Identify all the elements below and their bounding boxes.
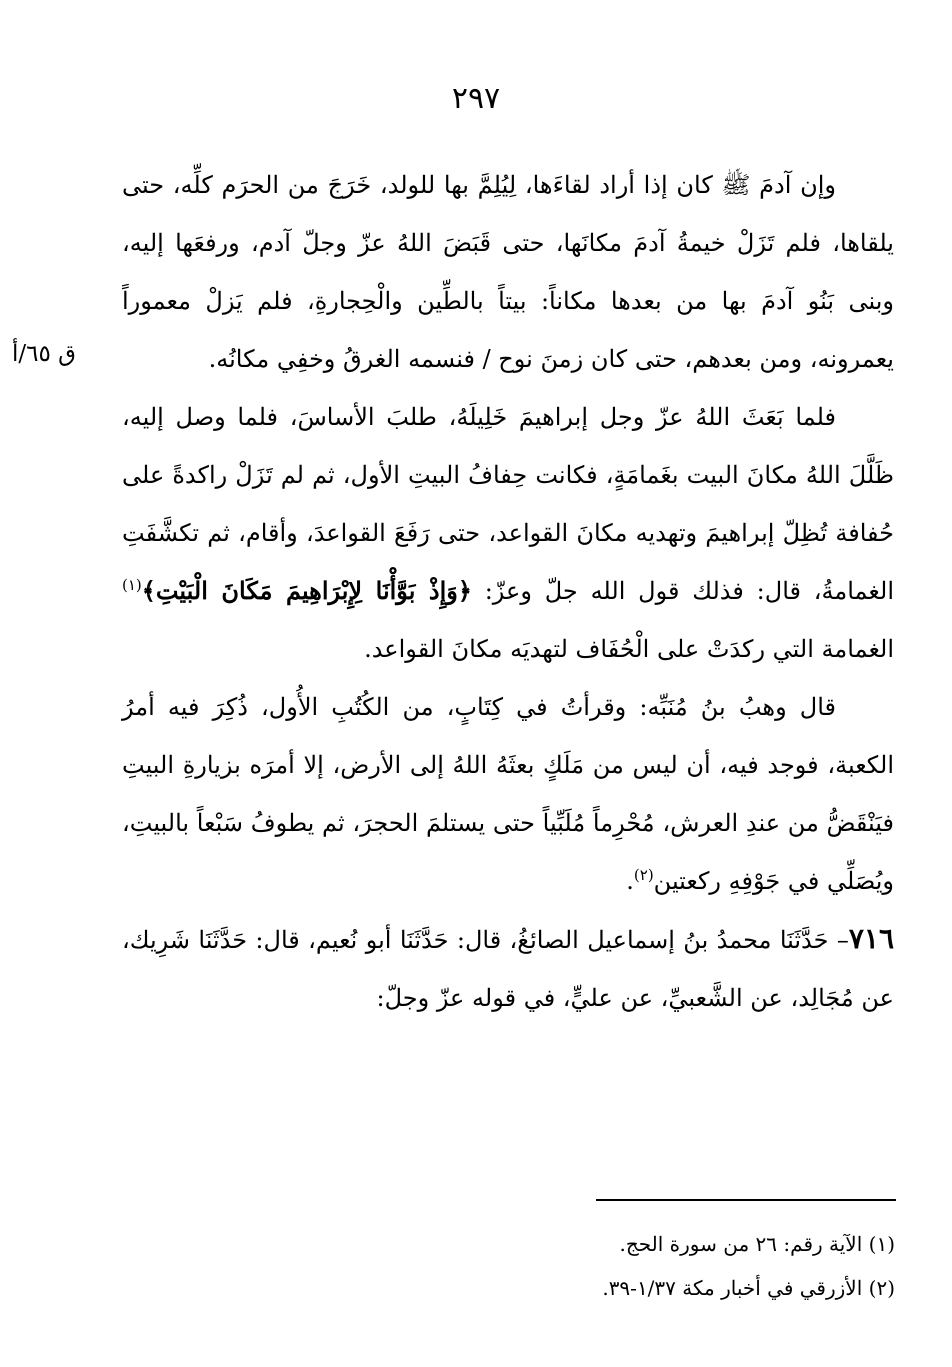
paragraph-text-before-verse: فلما بَعَثَ اللهُ عزّ وجل إبراهيمَ خَلِيلَهُ، طلبَ الأساسَ، فلما وصل إليه، ظَلَّلَ اللهُ مكانَ البيت بغَمامَةٍ، فكانت حِفافُ البيتِ الأول، ثم لم تَزَلْ راكدةً على حُفافة تُظِلّ إبراهيمَ وتهديه مكانَ القواعد، حتى رَفَعَ القواعدَ، وأقام، ثم تكشَّفَتِ الغمامةُ، قال: فذلك قول الله جلّ وعزّ:	[122, 403, 894, 605]
paragraph-text-after-verse: الغمامة التي ركدَتْ على الْحُفَاف لتهديَه مكانَ القواعد.	[364, 635, 894, 663]
paragraph-ibrahim-foundation	[122, 388, 894, 678]
footnotes-section	[300, 1222, 895, 1310]
quran-verse: ﴿وَإِذْ بَوَّأْنَا لِإِبْرَاهِيمَ مَكَانَ الْبَيْتِ﴾	[141, 576, 472, 605]
paragraph-wahb-end: .	[626, 867, 634, 895]
paragraph-wahb-text: قال وهبُ بنُ مُنَبِّه: وقرأتُ في كِتَابٍ، من الكُتُبِ الأُول، ذُكِرَ فيه أمرُ الكعبة، فوجد فيه، أن ليس من مَلَكٍ بعثَهُ اللهُ إلى الأرض، إلا أمرَه بزيارةِ البيتِ فيَنْقَضُّ من عندِ العرش، مُحْرِماً مُلَبِّياً حتى يستلمَ الحجرَ، ثم يطوفُ سَبْعاً بالبيتِ، ويُصَلِّي في جَوْفِهِ ركعتين	[122, 693, 894, 895]
paragraph-wahb-ibn-munabbih	[122, 678, 894, 910]
paragraph-adam-tent: وإن آدمَ ﷺ كان إذا أراد لقاءَها، لِيُلِمَّ بها للولد، خَرَجَ من الحرَم كلِّه، حتى يلقاها، فلم تَزَلْ خيمةُ آدمَ مكانَها، حتى قَبَضَ اللهُ عزّ وجلّ آدم، ورفعَها إليه، وبنى بَنُو آدمَ بها من بعدها مكاناً: بيتاً بالطِّين والْحِجارةِ، فلم يَزلْ معموراً يعمرونه، ومن بعدهم، حتى كان زمنَ نوح / فنسمه الغرقُ وخفِي مكانُه.	[122, 171, 894, 373]
manuscript-folio-note: ق ٦٥/أ	[12, 341, 77, 367]
footnote-1: (١) الآية رقم: ٢٦ من سورة الحج.	[619, 1232, 895, 1256]
footnote-ref-1: (١)	[122, 576, 142, 594]
footnote-ref-2: (٢)	[633, 866, 654, 884]
footnote-divider	[596, 1199, 896, 1201]
hadith-number: ٧١٦	[848, 922, 894, 955]
hadith-716	[122, 910, 894, 1027]
footnote-2: (٢) الأزرقي في أخبار مكة ١/٣٧-٣٩.	[602, 1276, 895, 1300]
page-number: ٢٩٧	[451, 81, 501, 116]
hadith-isnad: – حَدَّثَنَا محمدُ بنُ إسماعيل الصائغُ، قال: حَدَّثَنَا أبو نُعيم، قال: حَدَّثَنَا شَرِيك، عن مُجَالِد، عن الشَّعبيِّ، عن عليٍّ، في قوله عزّ وجلّ:	[122, 926, 894, 1012]
body-text-block	[122, 156, 894, 1027]
